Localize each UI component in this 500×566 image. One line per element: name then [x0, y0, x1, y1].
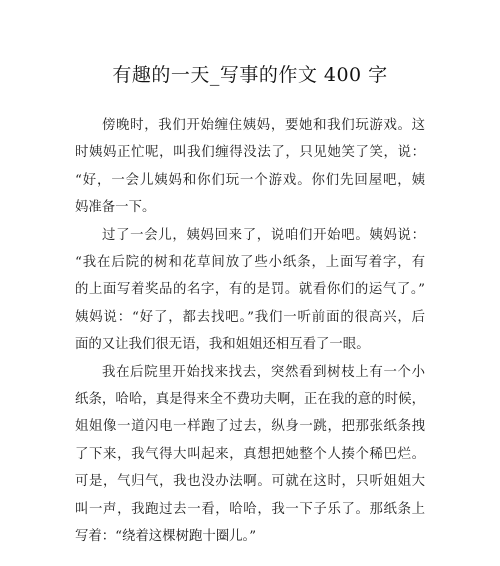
text-line: “我在后院的树和花草间放了些小纸条，上面写着字，有	[75, 255, 425, 271]
paragraph-1	[75, 112, 425, 222]
text-line: 傍晚时，我们开始缠住姨妈，要她和我们玩游戏。这	[102, 118, 425, 133]
text-line: 的上面写着奖品的名字，有的是罚。就看你们的运气了。”	[75, 282, 425, 298]
paragraph-3	[75, 359, 425, 551]
text-line: 我在后院里开始找来找去，突然看到树枝上有一个小	[102, 364, 425, 380]
text-line: 时姨妈正忙呢，叫我们缠得没法了，只见她笑了笑，说：	[75, 145, 425, 161]
paragraph-2	[75, 222, 425, 359]
text-line: 姨妈说：“好了，都去找吧。”我们一听前面的很高兴，后	[75, 309, 425, 325]
text-line: 纸条，哈哈，真是得来全不费功夫啊，正在我的意的时候，	[75, 392, 425, 408]
text-line: “好，一会儿姨妈和你们玩一个游戏。你们先回屋吧，姨	[75, 172, 425, 188]
text-line: 面的又让我们很无语，我和姐姐还相互看了一眼。	[75, 337, 370, 353]
text-line: 了下来，我气得大叫起来，真想把她整个人揍个稀巴烂。	[75, 446, 425, 462]
text-line: 过了一会儿，姨妈回来了，说咱们开始吧。姨妈说：	[102, 227, 425, 243]
article-title: 有趣的一天_写事的作文 400 字	[112, 64, 388, 86]
text-line: 妈准备一下。	[75, 200, 156, 216]
text-line: 叫一声，我跑过去一看，哈哈，我一下子乐了。那纸条上	[75, 501, 425, 517]
text-line: 姐姐像一道闪电一样跑了过去，纵身一跳，把那张纸条拽	[75, 419, 425, 435]
text-line: 可是，气归气，我也没办法啊。可就在这时，只听姐姐大	[75, 474, 425, 490]
text-line: 写着：“绕着这棵树跑十圈儿。”	[75, 529, 257, 545]
article-body	[75, 112, 425, 551]
